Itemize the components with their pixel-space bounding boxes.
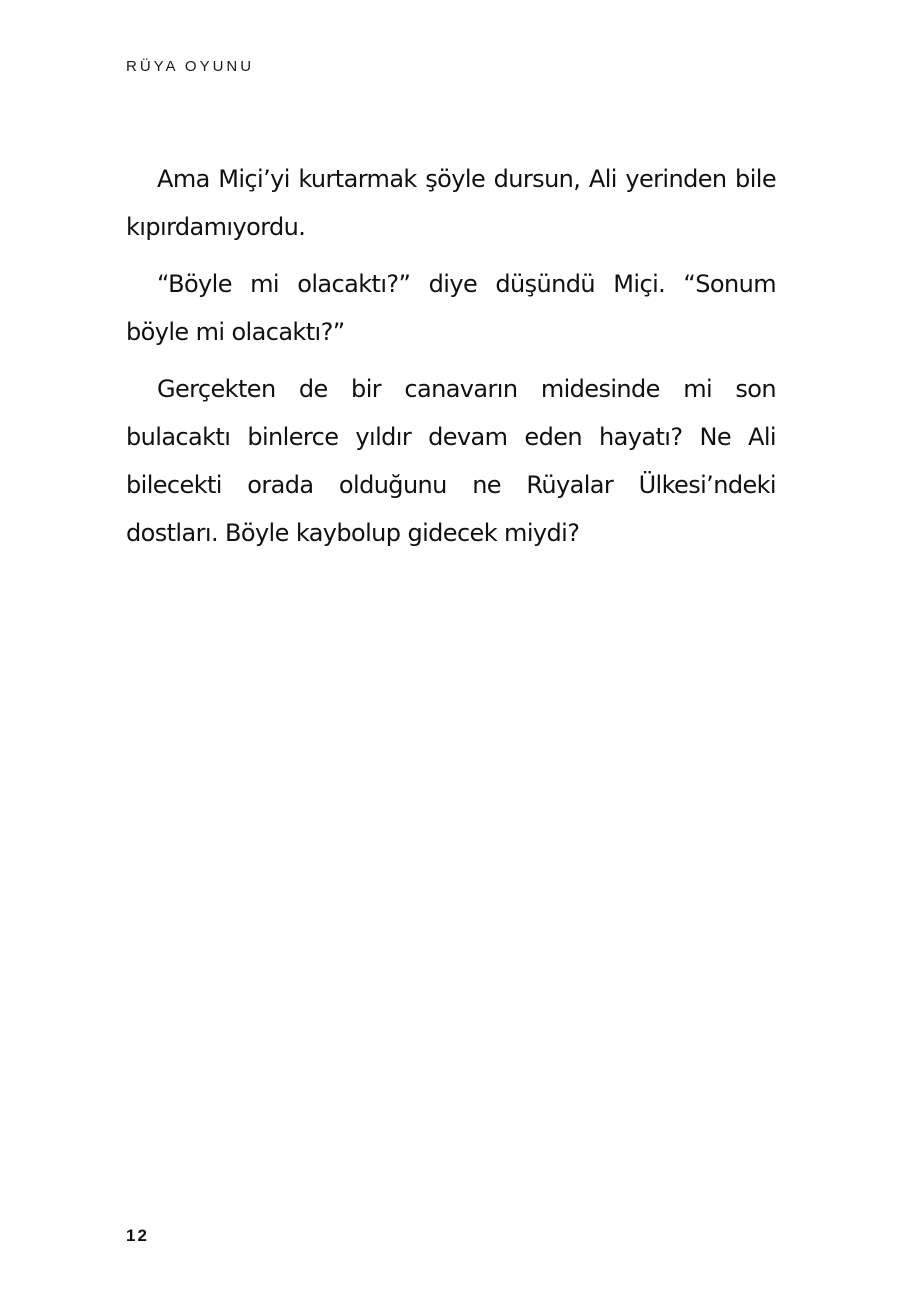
paragraph: “Böyle mi olacaktı?” diye düşündü Miçi. “Sonum böyle mi olacaktı?” [126,270,776,346]
running-header: RÜYA OYUNU [126,58,255,75]
paragraph: Gerçekten de bir canavarın midesinde mi son bulacaktı binlerce yıldır devam eden hayatı? Ne Ali bilecekti orada olduğunu ne Rüyalar Ülkesi’ndeki dostları. Böyle kaybolup gidecek miydi? [126,375,776,547]
page-number: 12 [126,1226,149,1245]
paragraph: Ama Miçi’yi kurtarmak şöyle dursun, Ali yerinden bile kıpırdamıyordu. [126,165,776,241]
body-text [126,155,776,566]
